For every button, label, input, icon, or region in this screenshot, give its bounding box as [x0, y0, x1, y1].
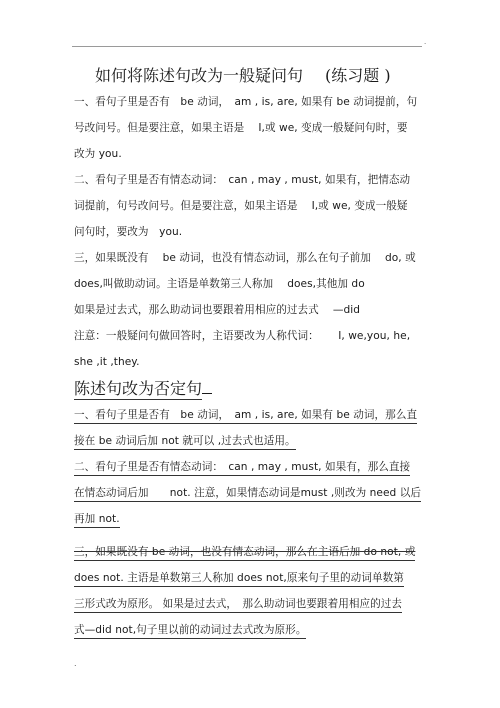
section-title-text: 陈述句改为否定句 [74, 379, 203, 398]
rule-line: 一、看句子里是否有 be 动词， am , is, are, 如果有 be 动词提前，句 [74, 96, 418, 108]
rule-line: 词提前，句号改问号。但是要注意，如果主语是 I,或 we, 变成一般疑 [74, 200, 408, 212]
rule-line: 问句时，要改为 you. [74, 226, 183, 238]
title-main: 如何将陈述句改为一般疑问句 [95, 66, 304, 85]
rule-line: does not. 主语是单数第三人称加 does not,原来句子里的动词单数第 [74, 571, 404, 587]
page-title [95, 66, 391, 86]
rule-line: 接在 be 动词后加 not 就可以 ,过去式也适用。 [74, 434, 296, 450]
rule-line: 如果是过去式，那么助动词也要跟着用相应的过去式 —did [74, 304, 361, 316]
rule-line: 三，如果既没有 be 动词，也没有情态动词，那么在主语后加 do not, 或 [74, 545, 415, 561]
rule-line: 三形式改为原形。 如果是过去式， 那么助动词也要跟着用相应的过去 [74, 597, 402, 613]
rule-line: 三，如果既没有 be 动词，也没有情态动词，那么在句子前加 do, 或 [74, 252, 416, 264]
header-rule [72, 46, 422, 47]
header-mark: . [424, 38, 427, 46]
rule-line: 一、看句子里是否有 be 动词， am , is, are, 如果有 be 动词，那么直 [74, 408, 417, 424]
rule-line: does,叫做助动词。主语是单数第三人称加 does,其他加 do [74, 278, 365, 290]
rule-line: 二、看句子里是否有情态动词： can , may , must, 如果有，把情态动 [74, 174, 411, 186]
rule-line: 式—did not,句子里以前的动词过去式改为原形。 [74, 623, 306, 639]
rule-line: 再加 not. [74, 512, 120, 528]
rule-line: 号改问号。但是要注意，如果主语是 I,或 we, 变成一般疑问句时，要 [74, 122, 408, 134]
rule-line: 二、看句子里是否有情态动词： can , may , must, 如果有，那么直接 [74, 460, 410, 476]
rule-line: she ,it ,they. [74, 356, 140, 368]
title-sub: (练习题 ) [325, 66, 391, 85]
rule-line: 在情态动词后加 not. 注意，如果情态动词是must ,则改为 need 以后 [74, 486, 421, 502]
footer-mark: . [74, 659, 77, 668]
rule-line: 改为 you. [74, 148, 122, 160]
rule-line: 注意：一般疑问句做回答时，主语要改为人称代词： I, we,you, he, [74, 330, 411, 342]
section-title [74, 379, 212, 399]
